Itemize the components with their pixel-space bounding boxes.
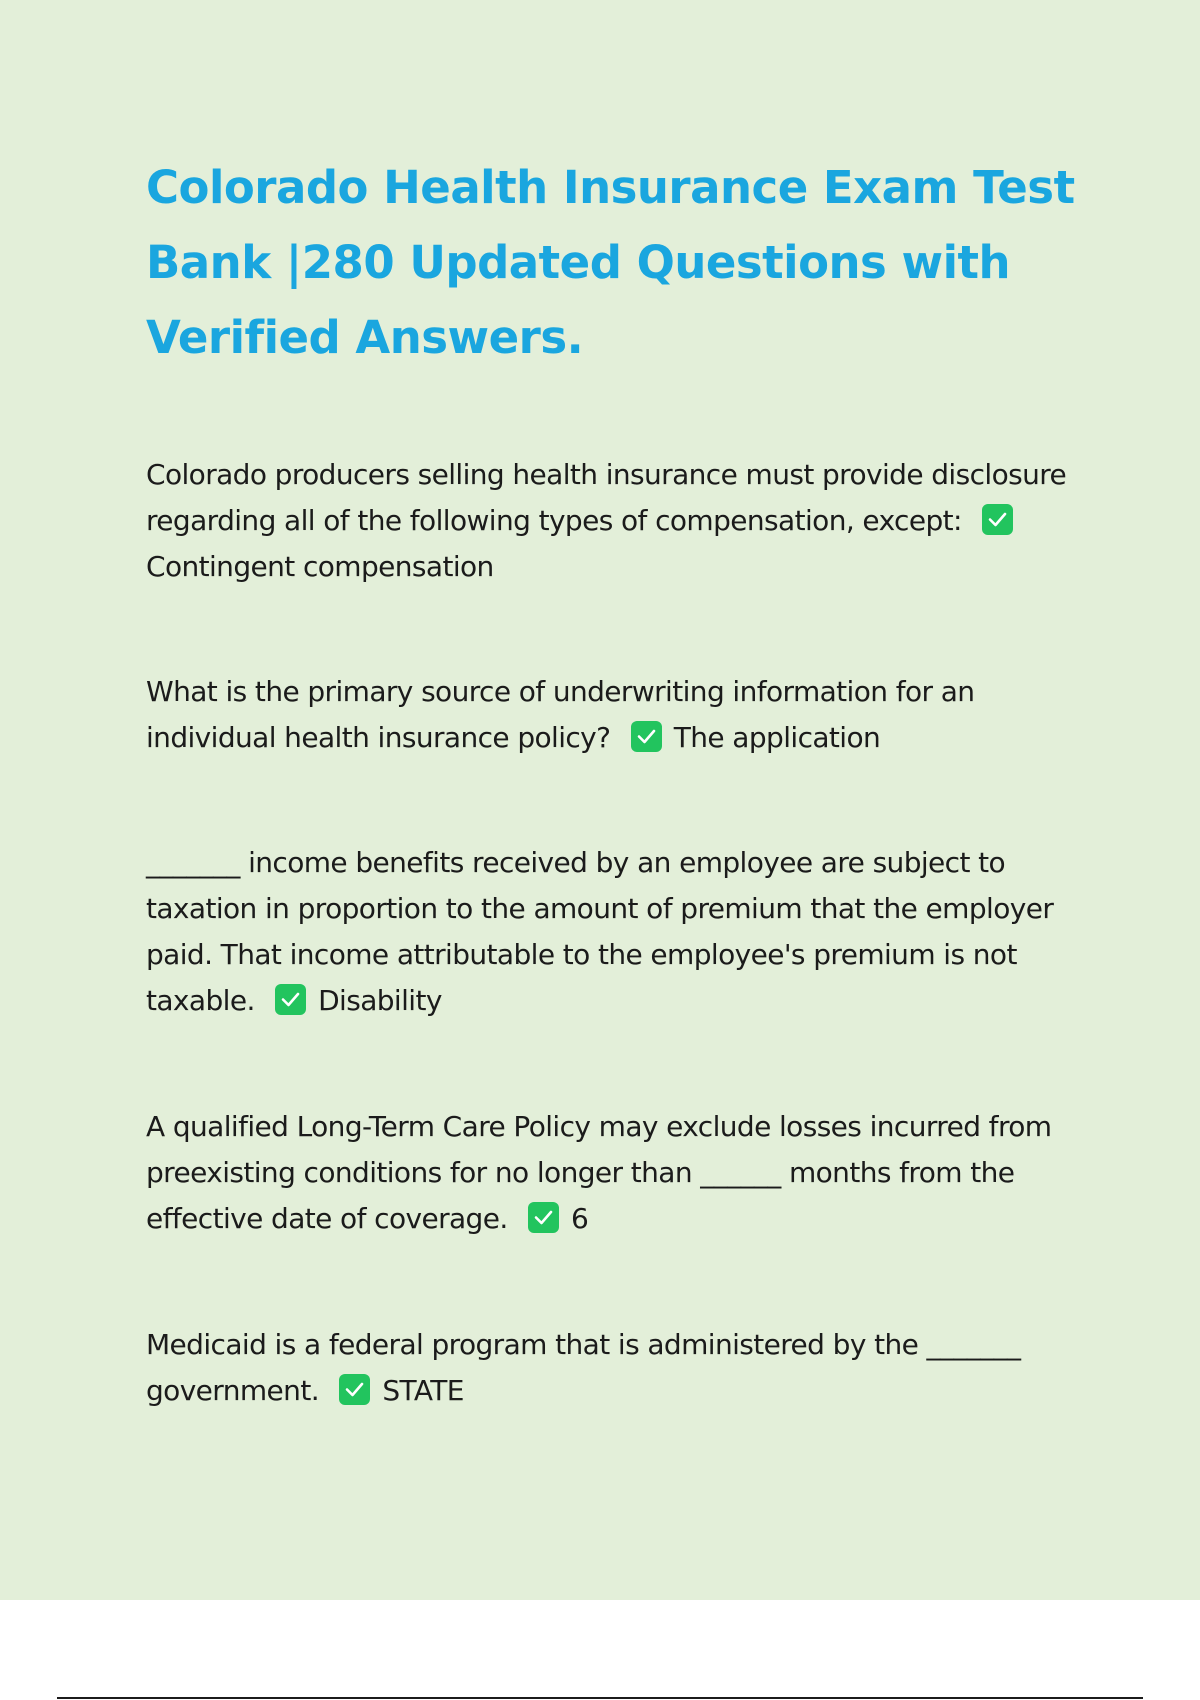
qa-item xyxy=(146,1104,1101,1242)
check-box-icon xyxy=(339,1374,370,1405)
qa-item xyxy=(146,1322,1101,1414)
qa-item xyxy=(146,669,1101,761)
check-box-icon xyxy=(631,721,662,752)
check-box-icon xyxy=(528,1202,559,1233)
answer-text: Disability xyxy=(318,984,442,1017)
question-text: What is the primary source of underwriting information for an individual health insurance policy? xyxy=(146,675,975,754)
check-box-icon xyxy=(982,504,1013,535)
answer-text: 6 xyxy=(570,1202,589,1235)
answer-text: Contingent compensation xyxy=(146,550,494,583)
footer-divider xyxy=(57,1697,1143,1699)
question-text: Medicaid is a federal program that is administered by the _______ government. xyxy=(146,1328,1021,1407)
qa-item xyxy=(146,840,1101,1024)
question-text: Colorado producers selling health insurance must provide disclosure regarding all of the following types of compensation, except: xyxy=(146,458,1067,537)
check-box-icon xyxy=(275,984,306,1015)
answer-text: The application xyxy=(673,721,881,754)
page-title: Colorado Health Insurance Exam Test Bank |280 Updated Questions with Verified Answers. xyxy=(146,161,1075,364)
question-text: A qualified Long-Term Care Policy may exclude losses incurred from preexisting conditions for no longer than ______ months from the effective date of coverage. xyxy=(146,1110,1052,1235)
qa-item xyxy=(146,452,1101,590)
question-text: _______ income benefits received by an employee are subject to taxation in proportion to the amount of premium that the employer paid. That income attributable to the employee's premium is not taxable. xyxy=(146,846,1054,1017)
answer-text: STATE xyxy=(382,1374,464,1407)
